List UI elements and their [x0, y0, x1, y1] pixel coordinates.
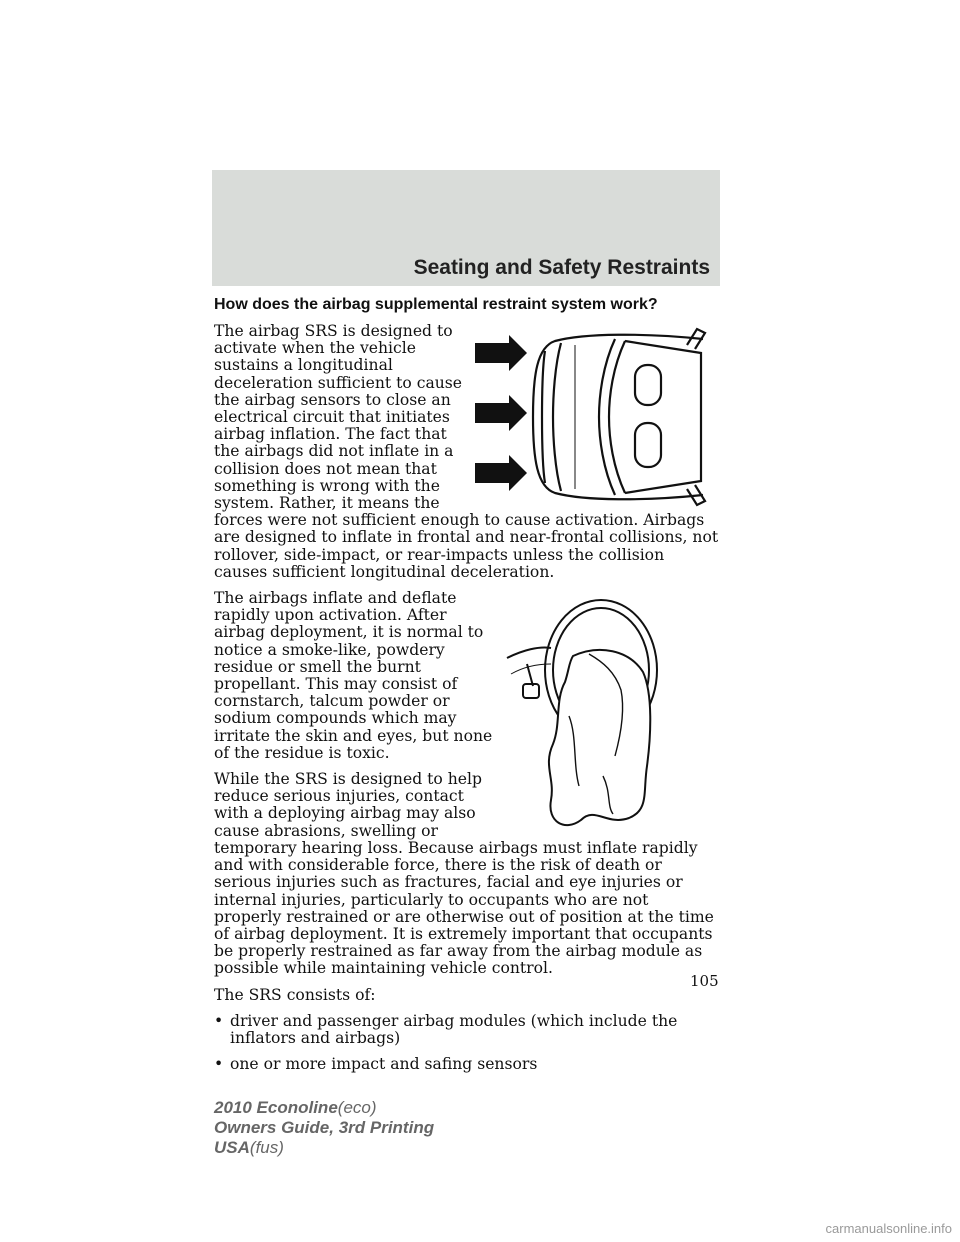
page-number: 105	[690, 972, 719, 990]
list-item-text: one or more impact and safing sensors	[230, 1055, 538, 1074]
footer-market-name: USA	[214, 1138, 250, 1157]
steering-wheel-airbag-image	[503, 596, 679, 832]
impact-arrows	[475, 335, 527, 491]
header-band	[212, 170, 720, 286]
paragraph-airbag-residue: The airbags inflate and deflate rapidly upon activation. After airbag deployment, it is normal to notice a smoke-like, powdery residue or smell the burnt propellant. This may consist of cornstarch, talcum powder or sodium compounds which may irritate the skin and eyes, but none of the residue is toxic.	[214, 589, 493, 762]
main-content	[214, 296, 719, 1082]
list-item	[214, 1056, 719, 1073]
document-footer	[214, 1098, 434, 1158]
deployed-airbag-illustration	[503, 596, 679, 832]
footer-model-code: (eco)	[337, 1098, 377, 1117]
question-heading: How does the airbag supplemental restraint system work?	[214, 296, 658, 313]
footer-line-printing: Owners Guide, 3rd Printing	[214, 1118, 435, 1137]
list-item	[214, 1013, 719, 1047]
frontal-impact-illustration	[475, 325, 735, 511]
paragraph-airbag-injury-risk: While the SRS is designed to help reduce serious injuries, contact with a deploying airbag may also cause abrasions, swelling or temporary hearing loss. Because airbags must inflate rapidly and with considerable force, there is the risk of death or serious injuries such as fractures, facial and eye injuries or internal injuries, particularly to occupants who are not properly restrained or are otherwise out of position at the time of airbag deployment. It is extremely important that occupants be properly restrained as far away from the airbag module as possible while maintaining vehicle control.	[214, 770, 714, 978]
paragraph-airbag-activation: The airbag SRS is designed to activate when the vehicle sustains a longitudinal deceleration sufficient to cause the airbag sensors to close an electrical circuit that initiates airbag inflation. The fact that the airbags did not inflate in a collision does not mean that something is wrong with the system. Rather, it means the forces were not sufficient enough to cause activation. Airbags are designed to inflate in frontal and near-frontal collisions, not rollover, side-impact, or rear-impacts unless the collision causes sufficient longitudinal deceleration.	[214, 322, 719, 581]
section-title: Seating and Safety Restraints	[413, 256, 710, 279]
watermark-text: carmanualsonline.info	[825, 1221, 952, 1236]
footer-model-name: 2010 Econoline	[214, 1098, 338, 1117]
footer-line-market	[214, 1138, 434, 1158]
bullet-icon: •	[214, 1011, 224, 1030]
footer-market-code: (fus)	[249, 1138, 284, 1157]
footer-line-model	[214, 1098, 434, 1118]
impact-arrow-icon	[475, 335, 527, 371]
list-item-text: driver and passenger airbag modules (which include the inflators and airbags)	[230, 1011, 678, 1047]
impact-arrow-icon	[475, 395, 527, 431]
srs-components-list	[214, 1013, 719, 1074]
srs-components-intro: The SRS consists of:	[214, 985, 376, 1004]
vehicle-outline	[533, 329, 705, 505]
bullet-icon: •	[214, 1055, 224, 1074]
impact-arrow-icon	[475, 455, 527, 491]
vehicle-top-view-image	[475, 325, 735, 511]
airbag-outline	[549, 650, 650, 825]
